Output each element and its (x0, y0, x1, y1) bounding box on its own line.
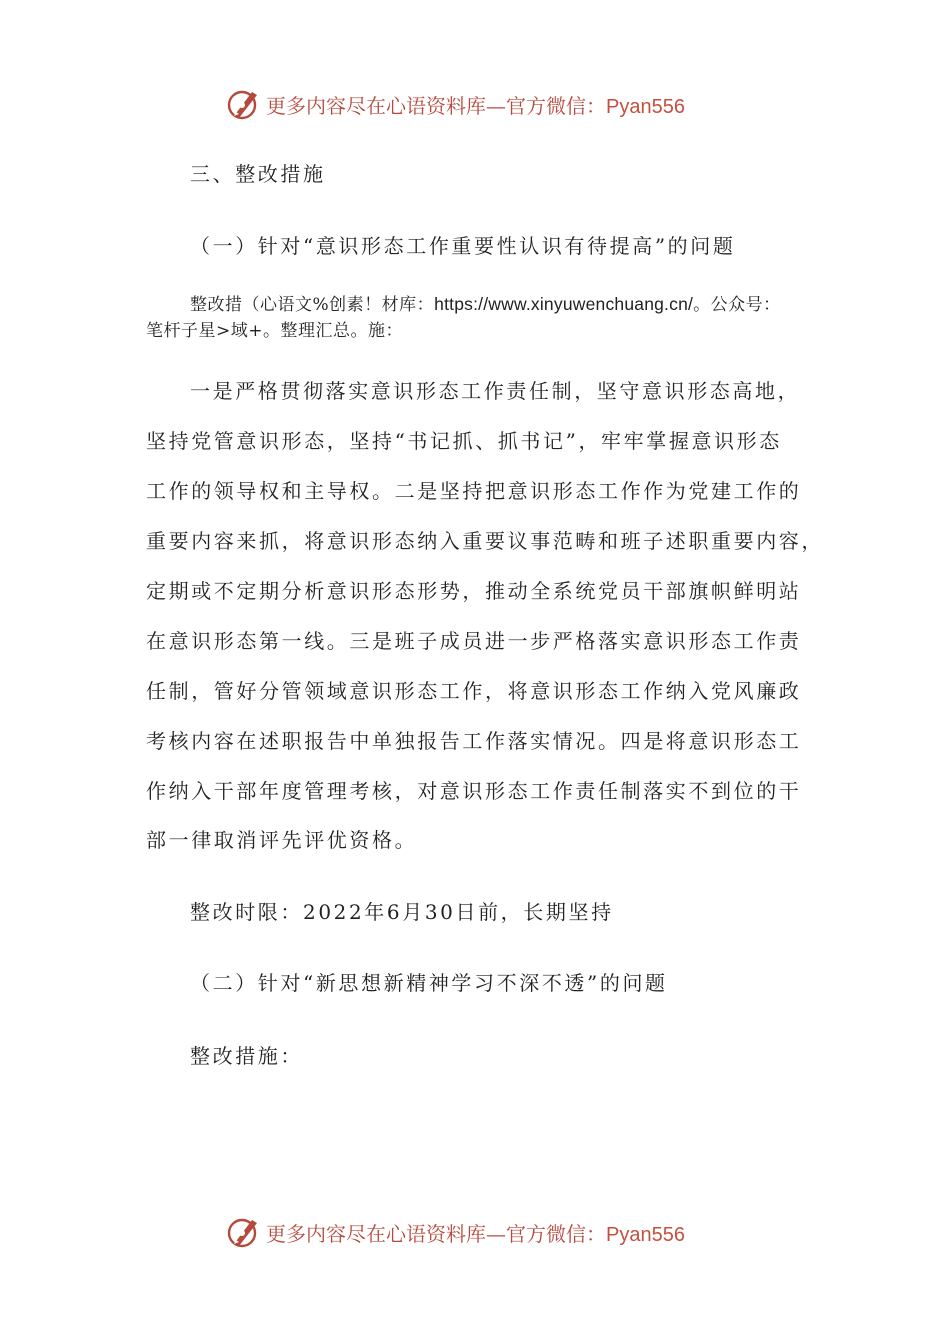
body-line-9: 作纳入干部年度管理考核，对意识形态工作责任制落实不到位的干 (146, 779, 802, 803)
measures-line-2: 笔杆子星>域+。整理汇总。施： (146, 321, 403, 341)
section-heading: 三、整改措施 (190, 162, 326, 186)
measures-line-1: 整改措（心语文%创素！材库：https://www.xinyuwenchuang.cn/。公众号： (190, 294, 781, 315)
body-line-7: 任制，管好分管领域意识形态工作，将意识形态工作纳入党风廉政 (146, 679, 802, 703)
body-line-2: 坚持党管意识形态，坚持“书记抓、抓书记”，牢牢掌握意识形态 (146, 429, 782, 453)
item2-heading: （二）针对“新思想新精神学习不深不透”的问题 (190, 971, 668, 995)
wechat-id: Pyan556 (606, 95, 685, 118)
banner-text: 更多内容尽在心语资料库—官方微信：Pyan556 (266, 1221, 685, 1246)
body-line-6: 在意识形态第一线。三是班子成员进一步严格落实意识形态工作责 (146, 629, 802, 653)
wechat-id: Pyan556 (606, 1223, 685, 1246)
body-line-4: 重要内容来抓，将意识形态纳入重要议事范畴和班子述职重要内容， (146, 529, 824, 553)
source-url: https://www.xinyuwenchuang.cn/ (434, 294, 694, 314)
body-line-8: 考核内容在述职报告中单独报告工作落实情况。四是将意识形态工 (146, 729, 802, 753)
banner-text: 更多内容尽在心语资料库—官方微信：Pyan556 (266, 93, 685, 118)
body-line-1: 一是严格贯彻落实意识形态工作责任制，坚守意识形态高地， (190, 379, 801, 403)
body-line-3: 工作的领导权和主导权。二是坚持把意识形态工作作为党建工作的 (146, 479, 802, 503)
pen-logo-icon (226, 86, 262, 122)
deadline: 整改时限：2022年6月30日前，长期坚持 (190, 900, 614, 924)
pen-logo-icon (226, 1214, 262, 1250)
header-banner (226, 84, 746, 124)
item2-measures: 整改措施： (190, 1044, 303, 1068)
body-line-10: 部一律取消评先评优资格。 (146, 828, 418, 852)
item1-heading: （一）针对“意识形态工作重要性认识有待提高”的问题 (190, 234, 736, 258)
body-line-5: 定期或不定期分析意识形态形势，推动全系统党员干部旗帜鲜明站 (146, 579, 802, 603)
footer-banner (226, 1212, 746, 1252)
